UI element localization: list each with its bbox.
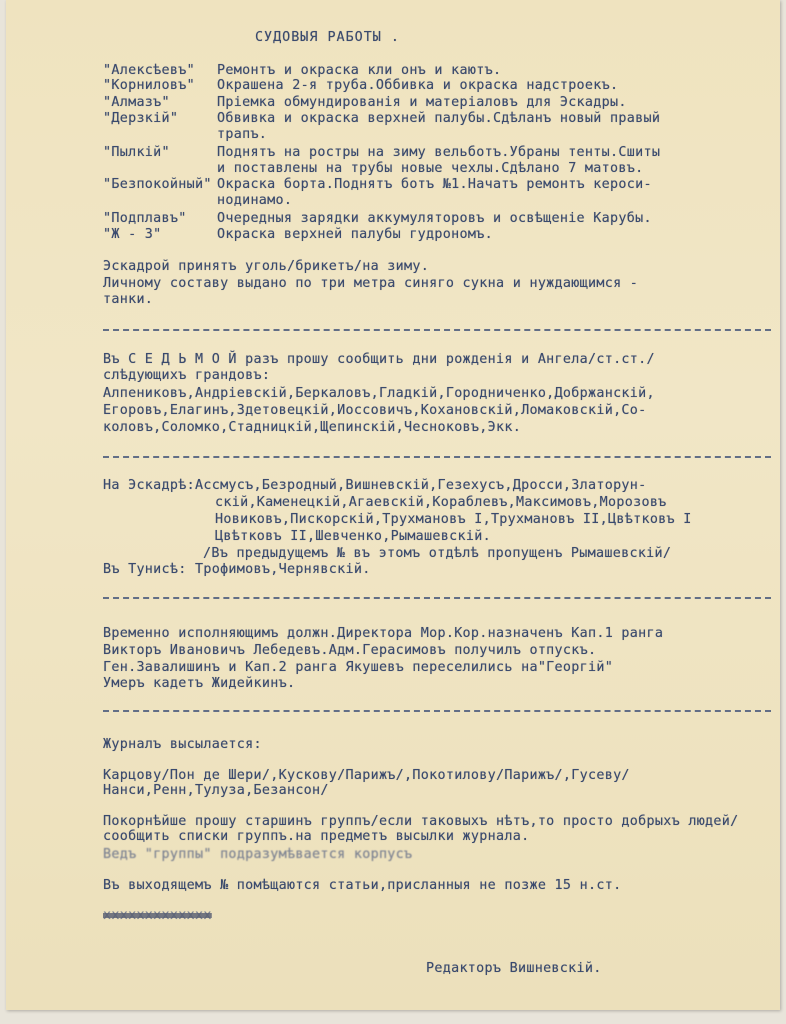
- ship-work-text-continued: и поставлены на трубы новые чехлы.Сдѣлано 7 матовъ.: [217, 161, 644, 176]
- ship-name: "Ж - 3": [103, 227, 162, 242]
- journal-deadline: Въ выходящемъ № помѣщаются статьи,присланныя не позже 15 н.ст.: [103, 878, 622, 893]
- journal-heading: Журналъ высылается:: [103, 737, 262, 752]
- ship-work-text: Очередныя зарядки аккумуляторовъ и освѣщеніе Карубы.: [217, 211, 652, 226]
- location-line: скій,Каменецкій,Агаевскій,Кораблевъ,Максимовъ,Морозовъ: [215, 495, 667, 510]
- journal-request: Покорнѣйше прошу старшинъ группъ/если таковыхъ нѣтъ,то просто добрыхъ людей/сообщить списки группъ.на предметъ высылки журнала.: [103, 814, 739, 844]
- ship-name: "Дерзкій": [103, 111, 179, 126]
- news-line: Ген.Завалишинъ и Кап.2 ранга Якушевъ переселились на"Георгій": [103, 660, 614, 675]
- birthday-line: слѣдующихъ грандовъ:: [103, 368, 271, 383]
- ship-work-text: Поднятъ на ростры на зиму вельботъ.Убраны тенты.Сшиты: [217, 145, 661, 160]
- ship-work-text: Окраска борта.Поднятъ ботъ №1.Начатъ ремонтъ кероси-: [217, 177, 652, 192]
- birthday-line: Егоровъ,Елагинъ,Здетовецкій,Иоссовичъ,Кохановскій,Ломаковскій,Со-: [103, 403, 647, 418]
- ship-name: "Пылкій": [103, 145, 170, 160]
- ship-work-text: Окрашена 2-я труба.Оббивка и окраска надстроекъ.: [217, 78, 619, 93]
- ship-work-text: Окраска верхней палубы гудрономъ.: [217, 227, 493, 242]
- ship-name: "Безпокойный": [103, 177, 212, 192]
- dashed-divider: [103, 710, 771, 712]
- location-line: На Эскадрѣ:Ассмусъ,Безродный,Вишневскій,Гезехусъ,Дросси,Златорун-: [103, 478, 647, 493]
- dashed-divider: [103, 329, 771, 331]
- page-title: СУДОВЫЯ РАБОТЫ .: [255, 30, 400, 45]
- struck-out-line: ххххххххххххх: [103, 908, 212, 923]
- ship-name: "Подплавъ": [103, 211, 187, 226]
- dashed-divider: [103, 456, 771, 458]
- ship-name: "Корниловъ": [103, 78, 195, 93]
- location-line: Въ Тунисѣ: Трофимовъ,Чернявскій.: [103, 562, 371, 577]
- editor-signature: Редакторъ Вишневскій.: [426, 961, 602, 976]
- ship-name: "Алексѣевъ": [103, 63, 195, 78]
- ship-work-text: Ремонтъ и окраска кли онъ и каютъ.: [217, 63, 502, 78]
- birthday-line: коловъ,Соломко,Стадницкій,Щепинскій,Чесноковъ,Экк.: [103, 420, 522, 435]
- location-line: Цвѣтковъ II,Шевченко,Рымашевскій.: [215, 529, 491, 544]
- ship-work-text-continued: нодинамо.: [217, 193, 293, 208]
- news-line: Временно исполняющимъ должн.Директора Мор.Кор.назначенъ Кап.1 ранга: [103, 626, 664, 641]
- ship-work-text: Пріемка обмундированія и матеріаловъ для Эскадры.: [217, 95, 627, 110]
- ship-work-text-continued: трапъ.: [217, 127, 268, 142]
- news-line: Викторъ Ивановичъ Лебедевъ.Адм.Герасимовъ получилъ отпускъ.: [103, 643, 597, 658]
- supply-line: Личному составу выдано по три метра синяго сукна и нуждающимся -: [103, 276, 639, 291]
- news-line: Умеръ кадетъ Жидейкинъ.: [103, 676, 296, 691]
- typewritten-page: [6, 0, 780, 1010]
- journal-recipients: Карцову/Пон де Шери/,Кускову/Парижъ/,Покотилову/Парижъ/,Гусеву/Нанси,Ренн,Тулуза,Безансон/: [103, 768, 630, 798]
- location-note: /Въ предыдущемъ № въ этомъ отдѣлѣ пропущенъ Рымашевскій/: [203, 546, 672, 561]
- ship-work-text: Обвивка и окраска верхней палубы.Сдѣланъ новый правый: [217, 111, 661, 126]
- smudged-line: Ведъ "группы" подразумѣвается корпусъ: [103, 847, 413, 862]
- supply-line: Эскадрой принятъ уголь/брикетъ/на зиму.: [103, 259, 430, 274]
- birthday-line: Алпениковъ,Андріевскій,Беркаловъ,Гладкій,Городниченко,Добржанскій,: [103, 386, 655, 401]
- location-line: Новиковъ,Пискорскій,Трухмановъ I,Трухмановъ II,Цвѣтковъ I: [215, 512, 692, 527]
- supply-line: танки.: [103, 292, 154, 307]
- ship-name: "Алмазъ": [103, 95, 170, 110]
- birthday-line: Въ С Е Д Ь М О Й разъ прошу сообщить дни рожденія и Ангела/ст.ст./: [103, 352, 655, 367]
- dashed-divider: [103, 597, 771, 599]
